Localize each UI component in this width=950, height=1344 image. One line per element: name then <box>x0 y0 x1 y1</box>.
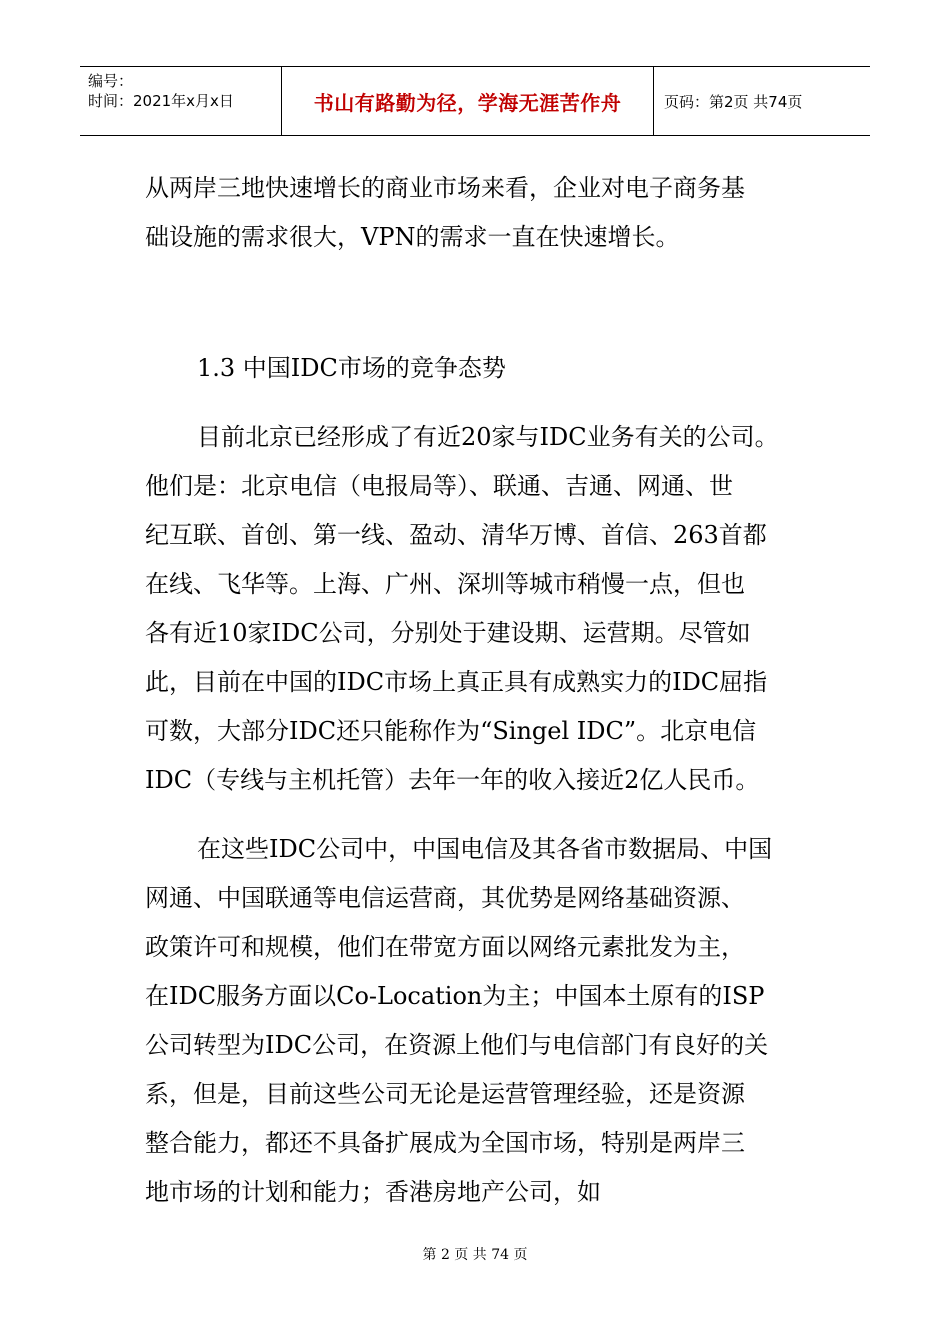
header-meta <box>80 67 282 135</box>
header-motto: 书山有路勤为径，学海无涯苦作舟 <box>282 67 654 135</box>
text-line: 整合能力，都还不具备扩展成为全国市场，特别是两岸三 <box>145 1129 745 1157</box>
text-line: 政策许可和规模，他们在带宽方面以网络元素批发为主， <box>145 933 745 961</box>
header-time-label: 时间：2021年x月x日 <box>88 92 234 110</box>
text-line: 地市场的计划和能力；香港房地产公司，如 <box>145 1178 601 1206</box>
text-line: 可数，大部分IDC还只能称作为“Singel IDC”。北京电信 <box>145 717 757 745</box>
document-body <box>145 164 815 1217</box>
paragraph-1 <box>145 164 815 262</box>
text-line: 在线、飞华等。上海、广州、深圳等城市稍慢一点，但也 <box>145 570 745 598</box>
page-footer: 第 2 页 共 74 页 <box>422 1247 528 1263</box>
paragraph-3 <box>145 825 815 1217</box>
text-line: 从两岸三地快速增长的商业市场来看，企业对电子商务基 <box>145 174 745 202</box>
header-number-label: 编号： <box>88 72 134 90</box>
text-line: 础设施的需求很大，VPN的需求一直在快速增长。 <box>145 223 680 251</box>
text-line: 各有近10家IDC公司，分别处于建设期、运营期。尽管如 <box>145 619 751 647</box>
section-heading: 1.3 中国IDC市场的竞争态势 <box>197 354 506 382</box>
text-line: 此，目前在中国的IDC市场上真正具有成熟实力的IDC屈指 <box>145 668 768 696</box>
text-line: 在这些IDC公司中，中国电信及其各省市数据局、中国 <box>197 835 773 863</box>
text-line: 纪互联、首创、第一线、盈动、清华万博、首信、263首都 <box>145 521 767 549</box>
text-line: 目前北京已经形成了有近20家与IDC业务有关的公司。 <box>197 423 779 451</box>
text-line: 系，但是，目前这些公司无论是运营管理经验，还是资源 <box>145 1080 745 1108</box>
header-page-info: 页码：第2页 共74页 <box>664 92 803 111</box>
page-header <box>80 66 870 136</box>
text-line: IDC（专线与主机托管）去年一年的收入接近2亿人民币。 <box>145 766 760 794</box>
text-line: 公司转型为IDC公司，在资源上他们与电信部门有良好的关 <box>145 1031 769 1059</box>
text-line: 他们是：北京电信（电报局等）、联通、吉通、网通、世 <box>145 472 733 500</box>
text-line: 在IDC服务方面以Co-Location为主；中国本土原有的ISP <box>145 982 765 1010</box>
text-line: 网通、中国联通等电信运营商，其优势是网络基础资源、 <box>145 884 745 912</box>
paragraph-2 <box>145 413 815 805</box>
